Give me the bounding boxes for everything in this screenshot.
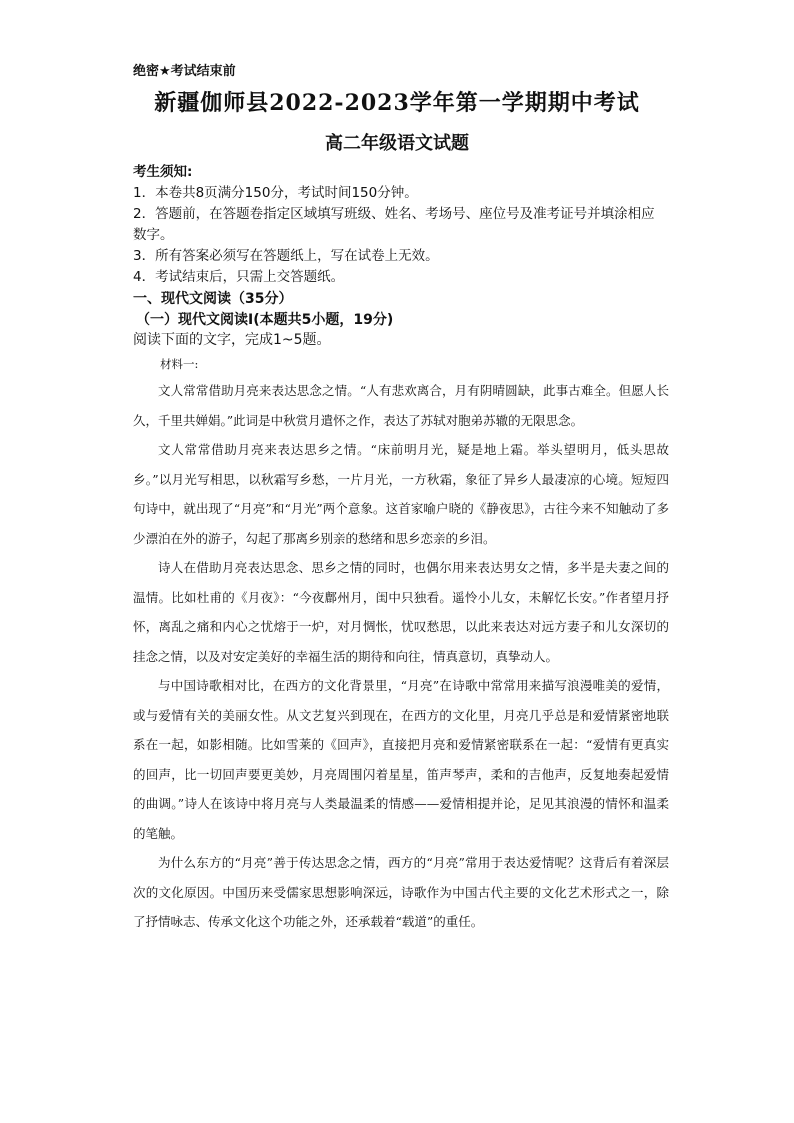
part-title: 一、现代文阅读（35分） (133, 291, 293, 307)
sub-title: （一）现代文阅读Ⅰ(本题共5小题，19分) (136, 312, 394, 328)
notice-item: 1．本卷共8页满分150分，考试时间150分钟。 (133, 185, 418, 201)
passage-paragraph: 文人常常借助月亮来表达思乡之情。“床前明月光，疑是地上霜。举头望明月，低头思故乡。”以月光写相思，以秋霜写乡愁，一片月光，一方秋霜，象征了异乡人最凄凉的心境。短短四句诗中，就出现了“月亮”和“月光”两个意象。这首家喻户晓的《静夜思》，古往今来不知触动了多少漂泊在外的游子，勾起了那离乡别亲的愁绪和思乡恋亲的乡泪。 (133, 442, 669, 546)
confidential-label: 绝密★考试结束前 (133, 64, 236, 79)
passage-paragraph: 为什么东方的“月亮”善于传达思念之情，西方的“月亮”常用于表达爱情呢？这背后有着深层次的文化原因。中国历来受儒家思想影响深远，诗歌作为中国古代主要的文化艺术形式之一，除了抒情咏志、传承文化这个功能之外，还承载着“载道”的重任。 (133, 855, 669, 929)
passage-paragraph: 与中国诗歌相对比，在西方的文化背景里，“月亮”在诗歌中常常用来描写浪漫唯美的爱情，或与爱情有关的美丽女性。从文艺复兴到现在，在西方的文化里，月亮几乎总是和爱情紧密地联系在一起，如影相随。比如雪莱的《回声》，直接把月亮和爱情紧密联系在一起：“爱情有更真实的回声，比一切回声要更美妙，月亮周围闪着星星，笛声琴声，柔和的吉他声，反复地奏起爱情的曲调。”诗人在该诗中将月亮与人类最温柔的情感——爱情相提并论，足见其浪漫的情怀和温柔的笔触。 (133, 678, 669, 841)
reading-instruction: 阅读下面的文字，完成1~5题。 (133, 332, 331, 348)
exam-subtitle: 高二年级语文试题 (325, 133, 469, 154)
notice-item: 4．考试结束后，只需上交答题纸。 (133, 269, 345, 285)
notice-item: 3．所有答案必须写在答题纸上，写在试卷上无效。 (133, 248, 439, 264)
material-label: 材料一: (160, 357, 199, 371)
passage-paragraph: 诗人在借助月亮表达思念、思乡之情的同时，也偶尔用来表达男女之情，多半是夫妻之间的温情。比如杜甫的《月夜》：“今夜鄜州月，闺中只独看。遥怜小儿女，未解忆长安。”作者望月抒怀，离乱之痛和内心之忧熔于一炉，对月惆怅，忧叹愁思，以此来表达对远方妻子和儿女深切的挂念之情，以及对安定美好的幸福生活的期待和向往，情真意切，真挚动人。 (133, 560, 669, 664)
exam-title: 新疆伽师县2022-2023学年第一学期期中考试 (154, 90, 640, 116)
candidate-notice (133, 162, 663, 288)
notice-item: 2．答题前，在答题卷指定区域填写班级、姓名、考场号、座位号及准考证号并填涂相应数字。 (133, 206, 655, 243)
passage-paragraph: 文人常常借助月亮来表达思念之情。“人有悲欢离合，月有阴晴圆缺，此事古难全。但愿人长久，千里共婵娟。”此词是中秋赏月遣怀之作，表达了苏轼对胞弟苏辙的无限思念。 (133, 383, 669, 428)
reading-passage (133, 376, 669, 937)
notice-heading: 考生须知: (133, 164, 193, 180)
